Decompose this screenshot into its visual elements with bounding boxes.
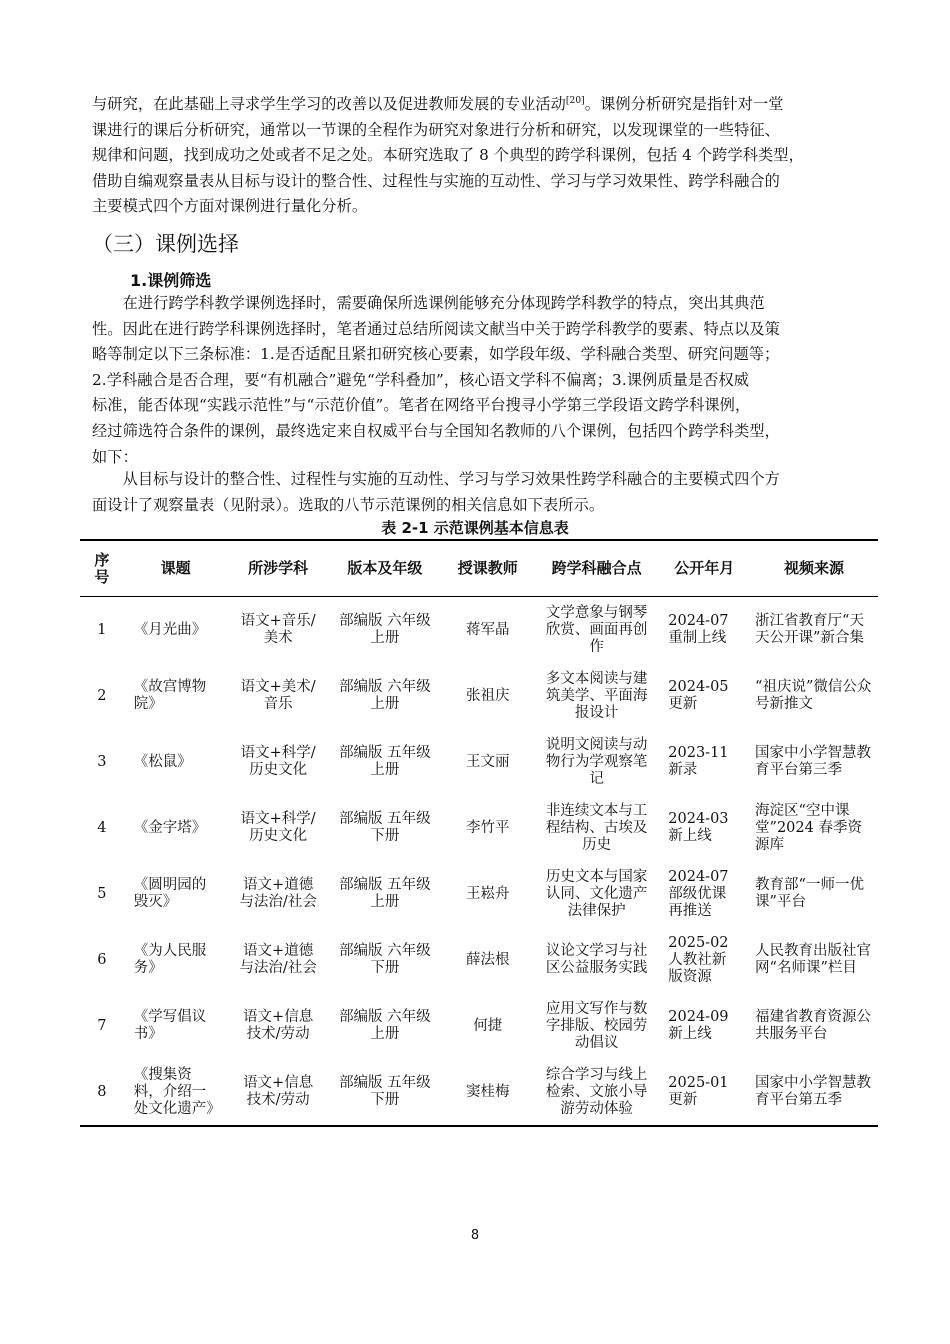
intro-line-2: 课进行的课后分析研究，通常以一节课的全程作为研究对象进行分析和研究，以发现课堂的一些特征、 [92, 120, 780, 139]
cell-title [124, 597, 228, 664]
cell-edition-grade [329, 729, 441, 795]
cell-title [124, 861, 228, 927]
cell-edition-grade-text: 部编版 五年级下册 [339, 1075, 431, 1108]
cell-teacher [441, 795, 535, 861]
intro-line-3: 规律和问题，找到成功之处或者不足之处。本研究选取了 8 个典型的跨学科课例，包括 4 个跨学科类型， [92, 146, 804, 165]
page-number: 8 [470, 1228, 480, 1243]
body-line: 如下： [92, 447, 138, 466]
selection-paragraph [92, 291, 862, 470]
cell-edition-grade [329, 597, 441, 664]
cell-title-text: 《金字塔》 [133, 819, 207, 836]
cell-publish-date [658, 1059, 750, 1126]
table-row [80, 663, 878, 729]
cell-video-source-text: 福建省教育资源公共服务平台 [755, 1009, 872, 1042]
cell-index-text: 5 [97, 885, 107, 902]
cell-teacher-text: 王崧舟 [466, 885, 510, 902]
cell-teacher [441, 861, 535, 927]
cell-integration-point [535, 729, 659, 795]
cell-publish-date [658, 927, 750, 993]
cell-edition-grade-text: 部编版 五年级上册 [339, 877, 431, 910]
cell-integration-point-text: 综合学习与线上检索、文旅小导游劳动体验 [545, 1066, 648, 1117]
cell-publish-date-text: 2024-03 新上线 [668, 811, 729, 844]
cell-title [124, 993, 228, 1059]
cell-index [80, 993, 124, 1059]
intro-line-1: 与研究，在此基础上寻求学生学习的改善以及促进教师发展的专业活动[20]。课例分析研究是指针对一堂 [92, 95, 784, 113]
cell-video-source [750, 1059, 878, 1126]
cell-subjects-text: 语文+道德与法治/社会 [239, 943, 317, 976]
cell-teacher-text: 蒋军晶 [466, 621, 510, 638]
cell-edition-grade-text: 部编版 六年级上册 [339, 679, 431, 712]
body-line: 性。因此在进行跨学科课例选择时，笔者通过总结所阅读文献当中关于跨学科教学的要素、特点以及策 [92, 319, 780, 338]
cell-index-text: 2 [97, 687, 107, 704]
intro-line-5: 主要模式四个方面对课例进行量化分析。 [92, 197, 368, 216]
cell-integration-point [535, 663, 659, 729]
cell-video-source [750, 927, 878, 993]
cell-subjects [227, 729, 328, 795]
cell-publish-date-text: 2024-07 重制上线 [668, 613, 729, 646]
cell-index [80, 663, 124, 729]
body-line: 2.学科融合是否合理，要“有机融合”避免“学科叠加”，核心语文学科不偏离；3.课例质量是否权威 [92, 370, 750, 389]
cell-publish-date [658, 993, 750, 1059]
table-header-row [80, 540, 878, 597]
cell-video-source-text: 浙江省教育厅“天天公开课”新合集 [755, 613, 864, 646]
intro-paragraph [92, 92, 862, 220]
header-index: 序号 [94, 550, 110, 586]
cell-video-source-text: 国家中小学智慧教育平台第三季 [755, 745, 872, 778]
cell-edition-grade-text: 部编版 六年级上册 [339, 1009, 431, 1042]
cell-integration-point-text: 应用文写作与数字排版、校园劳动倡议 [545, 1000, 648, 1051]
cell-subjects [227, 861, 328, 927]
cell-edition-grade [329, 663, 441, 729]
cell-publish-date [658, 861, 750, 927]
course-info-table [80, 539, 878, 1127]
body-line: 标准，能否体现“实践示范性”与“示范价值”。笔者在网络平台搜寻小学第三学段语文跨学科课例， [92, 396, 751, 415]
cell-index [80, 927, 124, 993]
cell-integration-point-text: 议论文学习与社区公益服务实践 [545, 943, 648, 976]
intro-line-4: 借助自编观察量表从目标与设计的整合性、过程性与实施的互动性、学习与学习效果性、跨学科融合的 [92, 171, 780, 190]
cell-teacher-text: 李竹平 [466, 819, 510, 836]
cell-index-text: 4 [97, 819, 107, 836]
cell-publish-date-text: 2024-09 新上线 [668, 1009, 729, 1042]
cell-edition-grade [329, 993, 441, 1059]
cell-edition-grade [329, 1059, 441, 1126]
cell-teacher-text: 薛法根 [466, 951, 510, 968]
cell-title [124, 1059, 228, 1126]
cell-subjects [227, 927, 328, 993]
cell-integration-point-text: 历史文本与国家认同、文化遗产法律保护 [545, 868, 648, 919]
cell-teacher-text: 王文丽 [466, 753, 510, 770]
header-title: 课题 [160, 559, 191, 577]
cell-video-source-text: 人民教育出版社官网“名师课”栏目 [755, 943, 872, 976]
cell-subjects-text: 语文+科学/历史文化 [240, 745, 316, 778]
table-row [80, 795, 878, 861]
cell-subjects-text: 语文+科学/历史文化 [240, 811, 316, 844]
cell-teacher [441, 597, 535, 664]
cell-video-source [750, 795, 878, 861]
cell-title-text: 《为人民服务》 [133, 943, 207, 976]
cell-subjects [227, 1059, 328, 1126]
cell-publish-date-text: 2024-05 更新 [668, 679, 729, 712]
body-line: 在进行跨学科教学课例选择时，需要确保所选课例能够充分体现跨学科教学的特点，突出其典范 [92, 294, 765, 312]
cell-teacher [441, 729, 535, 795]
cell-publish-date [658, 597, 750, 664]
cell-integration-point [535, 795, 659, 861]
cell-title [124, 927, 228, 993]
citation-ref: [20] [565, 95, 585, 106]
cell-teacher [441, 993, 535, 1059]
cell-index [80, 795, 124, 861]
sub-heading: 1.课例筛选 [130, 271, 212, 290]
header-subjects: 所涉学科 [248, 559, 309, 577]
cell-index [80, 729, 124, 795]
cell-edition-grade-text: 部编版 六年级下册 [339, 943, 431, 976]
cell-teacher-text: 何捷 [473, 1017, 503, 1034]
cell-edition-grade-text: 部编版 六年级上册 [339, 613, 431, 646]
cell-subjects [227, 663, 328, 729]
cell-publish-date-text: 2025-02 人教社新版资源 [668, 934, 729, 985]
cell-video-source [750, 729, 878, 795]
cell-integration-point-text: 说明文阅读与动物行为学观察笔记 [545, 736, 648, 787]
table-row [80, 927, 878, 993]
body-line: 经过筛选符合条件的课例，最终选定来自权威平台与全国知名教师的八个课例，包括四个跨学科类型， [92, 421, 780, 440]
cell-subjects-text: 语文+美术/音乐 [240, 679, 316, 712]
cell-index [80, 1059, 124, 1126]
table-row [80, 729, 878, 795]
cell-index-text: 1 [97, 621, 107, 638]
cell-integration-point-text: 文学意象与钢琴欣赏、画面再创作 [545, 604, 648, 655]
cell-video-source-text: “祖庆说”微信公众号新推文 [755, 679, 872, 712]
table-row [80, 1059, 878, 1126]
cell-edition-grade-text: 部编版 五年级下册 [339, 811, 431, 844]
cell-index [80, 861, 124, 927]
header-video-source: 视频来源 [784, 559, 845, 577]
cell-title-text: 《圆明园的毁灭》 [133, 877, 207, 910]
cell-title [124, 663, 228, 729]
cell-subjects-text: 语文+音乐/美术 [240, 613, 316, 646]
cell-subjects [227, 597, 328, 664]
cell-index-text: 8 [97, 1083, 107, 1100]
cell-video-source [750, 663, 878, 729]
cell-index [80, 597, 124, 664]
cell-publish-date-text: 2025-01 更新 [668, 1075, 729, 1108]
table-row [80, 861, 878, 927]
cell-publish-date [658, 729, 750, 795]
table-row [80, 993, 878, 1059]
header-integration-point: 跨学科融合点 [551, 559, 642, 577]
cell-teacher [441, 1059, 535, 1126]
header-publish-date: 公开年月 [674, 559, 735, 577]
section-heading: （三）课例选择 [92, 232, 239, 256]
cell-publish-date-text: 2023-11 新录 [668, 745, 729, 778]
cell-integration-point [535, 993, 659, 1059]
cell-index-text: 6 [97, 951, 107, 968]
cell-title-text: 《学写倡议书》 [133, 1009, 207, 1042]
cell-publish-date [658, 663, 750, 729]
header-teacher: 授课教师 [457, 559, 518, 577]
cell-publish-date [658, 795, 750, 861]
body-line: 略等制定以下三条标准：1.是否适配且紧扣研究核心要素，如学段年级、学科融合类型、研究问题等； [92, 345, 780, 364]
cell-subjects-text: 语文+信息技术/劳动 [243, 1075, 314, 1108]
cell-edition-grade [329, 795, 441, 861]
cell-title-text: 《松鼠》 [133, 753, 192, 770]
cell-video-source-text: 海淀区“空中课堂”2024 春季资源库 [755, 802, 862, 853]
cell-title-text: 《搜集资料，介绍一处文化遗产》 [133, 1066, 221, 1117]
cell-edition-grade [329, 861, 441, 927]
cell-edition-grade [329, 927, 441, 993]
cell-teacher [441, 927, 535, 993]
header-edition-grade: 版本及年级 [347, 559, 423, 577]
cell-teacher-text: 窦桂梅 [466, 1083, 510, 1100]
cell-video-source [750, 861, 878, 927]
cell-video-source [750, 993, 878, 1059]
cell-title [124, 795, 228, 861]
cell-publish-date-text: 2024-07 部级优课再推送 [668, 868, 729, 919]
cell-teacher-text: 张祖庆 [466, 687, 510, 704]
body-line: 从目标与设计的整合性、过程性与实施的互动性、学习与学习效果性跨学科融合的主要模式四个方 [92, 470, 780, 488]
cell-subjects [227, 795, 328, 861]
cell-teacher [441, 663, 535, 729]
cell-integration-point [535, 927, 659, 993]
cell-subjects-text: 语文+道德与法治/社会 [239, 877, 317, 910]
cell-video-source-text: 国家中小学智慧教育平台第五季 [755, 1075, 872, 1108]
cell-integration-point [535, 597, 659, 664]
table-row [80, 597, 878, 664]
cell-integration-point [535, 1059, 659, 1126]
cell-title [124, 729, 228, 795]
observation-paragraph [92, 467, 862, 518]
cell-subjects-text: 语文+信息技术/劳动 [243, 1009, 314, 1042]
cell-integration-point [535, 861, 659, 927]
cell-subjects [227, 993, 328, 1059]
cell-title-text: 《月光曲》 [133, 621, 207, 638]
cell-video-source-text: 教育部“一师一优课”平台 [755, 877, 864, 910]
cell-video-source [750, 597, 878, 664]
cell-integration-point-text: 多文本阅读与建筑美学、平面海报设计 [545, 670, 648, 721]
body-line: 面设计了观察量表（见附录）。选取的八节示范课例的相关信息如下表所示。 [92, 495, 605, 514]
table-caption: 表 2-1 示范课例基本信息表 [381, 519, 569, 537]
cell-index-text: 3 [97, 753, 107, 770]
cell-title-text: 《故宫博物院》 [133, 679, 207, 712]
cell-integration-point-text: 非连续文本与工程结构、古埃及历史 [545, 802, 648, 853]
cell-index-text: 7 [97, 1017, 107, 1034]
cell-edition-grade-text: 部编版 五年级上册 [339, 745, 431, 778]
